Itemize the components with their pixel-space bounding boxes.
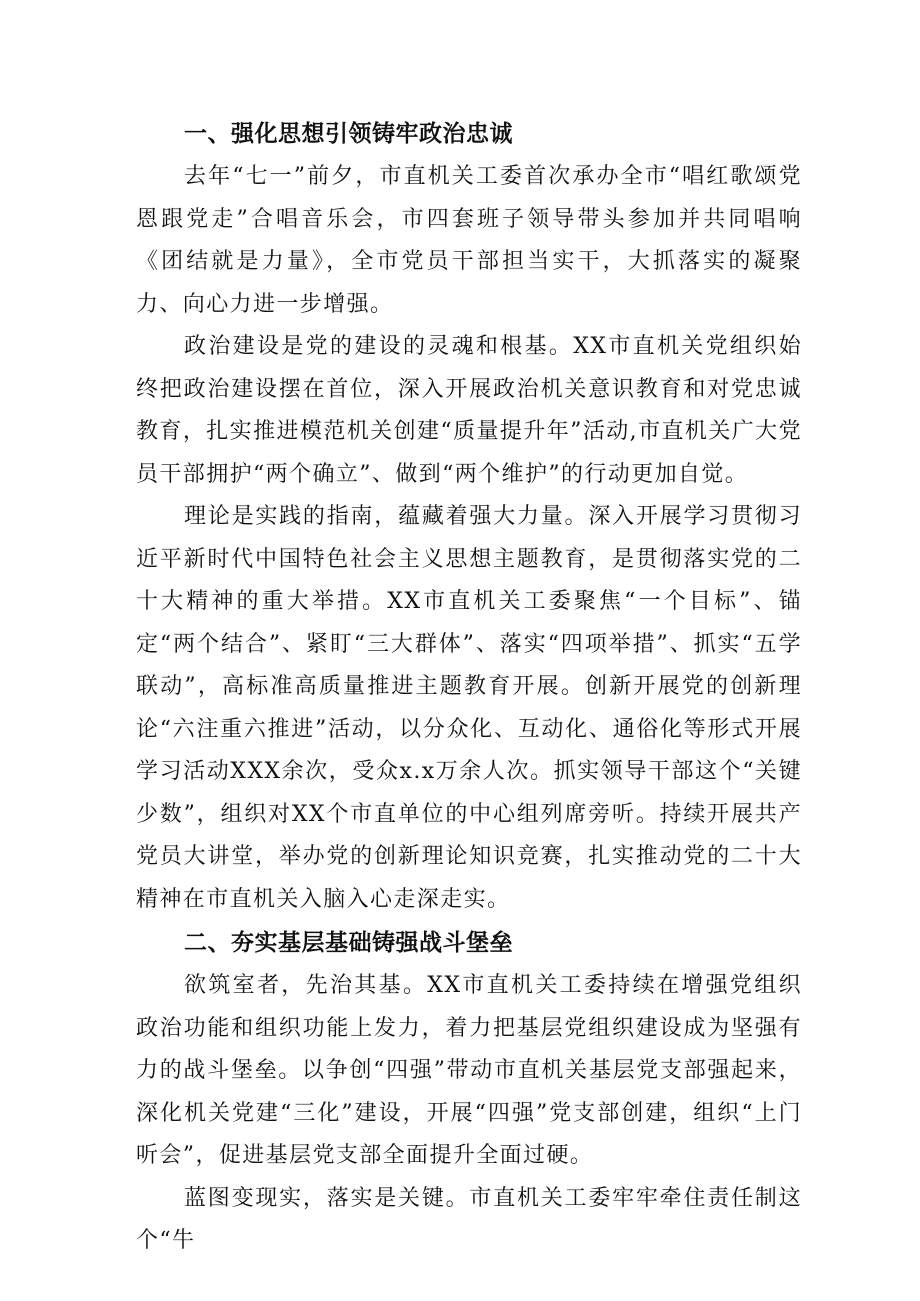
- document-body: [136, 112, 802, 1263]
- paragraph: 去年“七一”前夕，市直机关工委首次承办全市“唱红歌颂党恩跟党走”合唱音乐会，市四套班子领导带头参加并共同唱响《团结就是力量》，全市党员干部担当实干，大抓落实的凝聚力、向心力进一步增强。: [136, 164, 802, 317]
- paragraph: 政治建设是党的建设的灵魂和根基。XX市直机关党组织始终把政治建设摆在首位，深入开展政治机关意识教育和对党忠诚教育，扎实推进模范机关创建“质量提升年”活动,市直机关广大党员干部拥护“两个确立”、做到“两个维护”的行动更加自觉。: [136, 334, 802, 487]
- paragraph: 理论是实践的指南，蕴藏着强大力量。深入开展学习贯彻习近平新时代中国特色社会主义思想主题教育，是贯彻落实党的二十大精神的重大举措。XX市直机关工委聚焦“一个目标”、锚定“两个结合”、紧盯“三大群体”、落实“四项举措”、抓实“五学联动”，高标准高质量推进主题教育开展。创新开展党的创新理论“六注重六推进”活动，以分众化、互动化、通俗化等形式开展学习活动XXX余次，受众x.x万余人次。抓实领导干部这个“关键少数”，组织对XX个市直单位的中心组列席旁听。持续开展共产党员大讲堂，举办党的创新理论知识竞赛，扎实推动党的二十大精神在市直机关入脑入心走深走实。: [136, 504, 802, 912]
- paragraph-continued: 蓝图变现实，落实是关键。市直机关工委牢牢牵住责任制这个“牛: [136, 1185, 802, 1253]
- section-heading-2: 二、夯实基层基础铸强战斗堡垒: [184, 930, 513, 956]
- section-heading-1: 一、强化思想引领铸牢政治忠诚: [184, 121, 513, 147]
- paragraph: 欲筑室者，先治其基。XX市直机关工委持续在增强党组织政治功能和组织功能上发力，着力把基层党组织建设成为坚强有力的战斗堡垒。以争创“四强”带动市直机关基层党支部强起来，深化机关党建“三化”建设，开展“四强”党支部创建，组织“上门听会”，促进基层党支部全面提升全面过硬。: [136, 973, 802, 1168]
